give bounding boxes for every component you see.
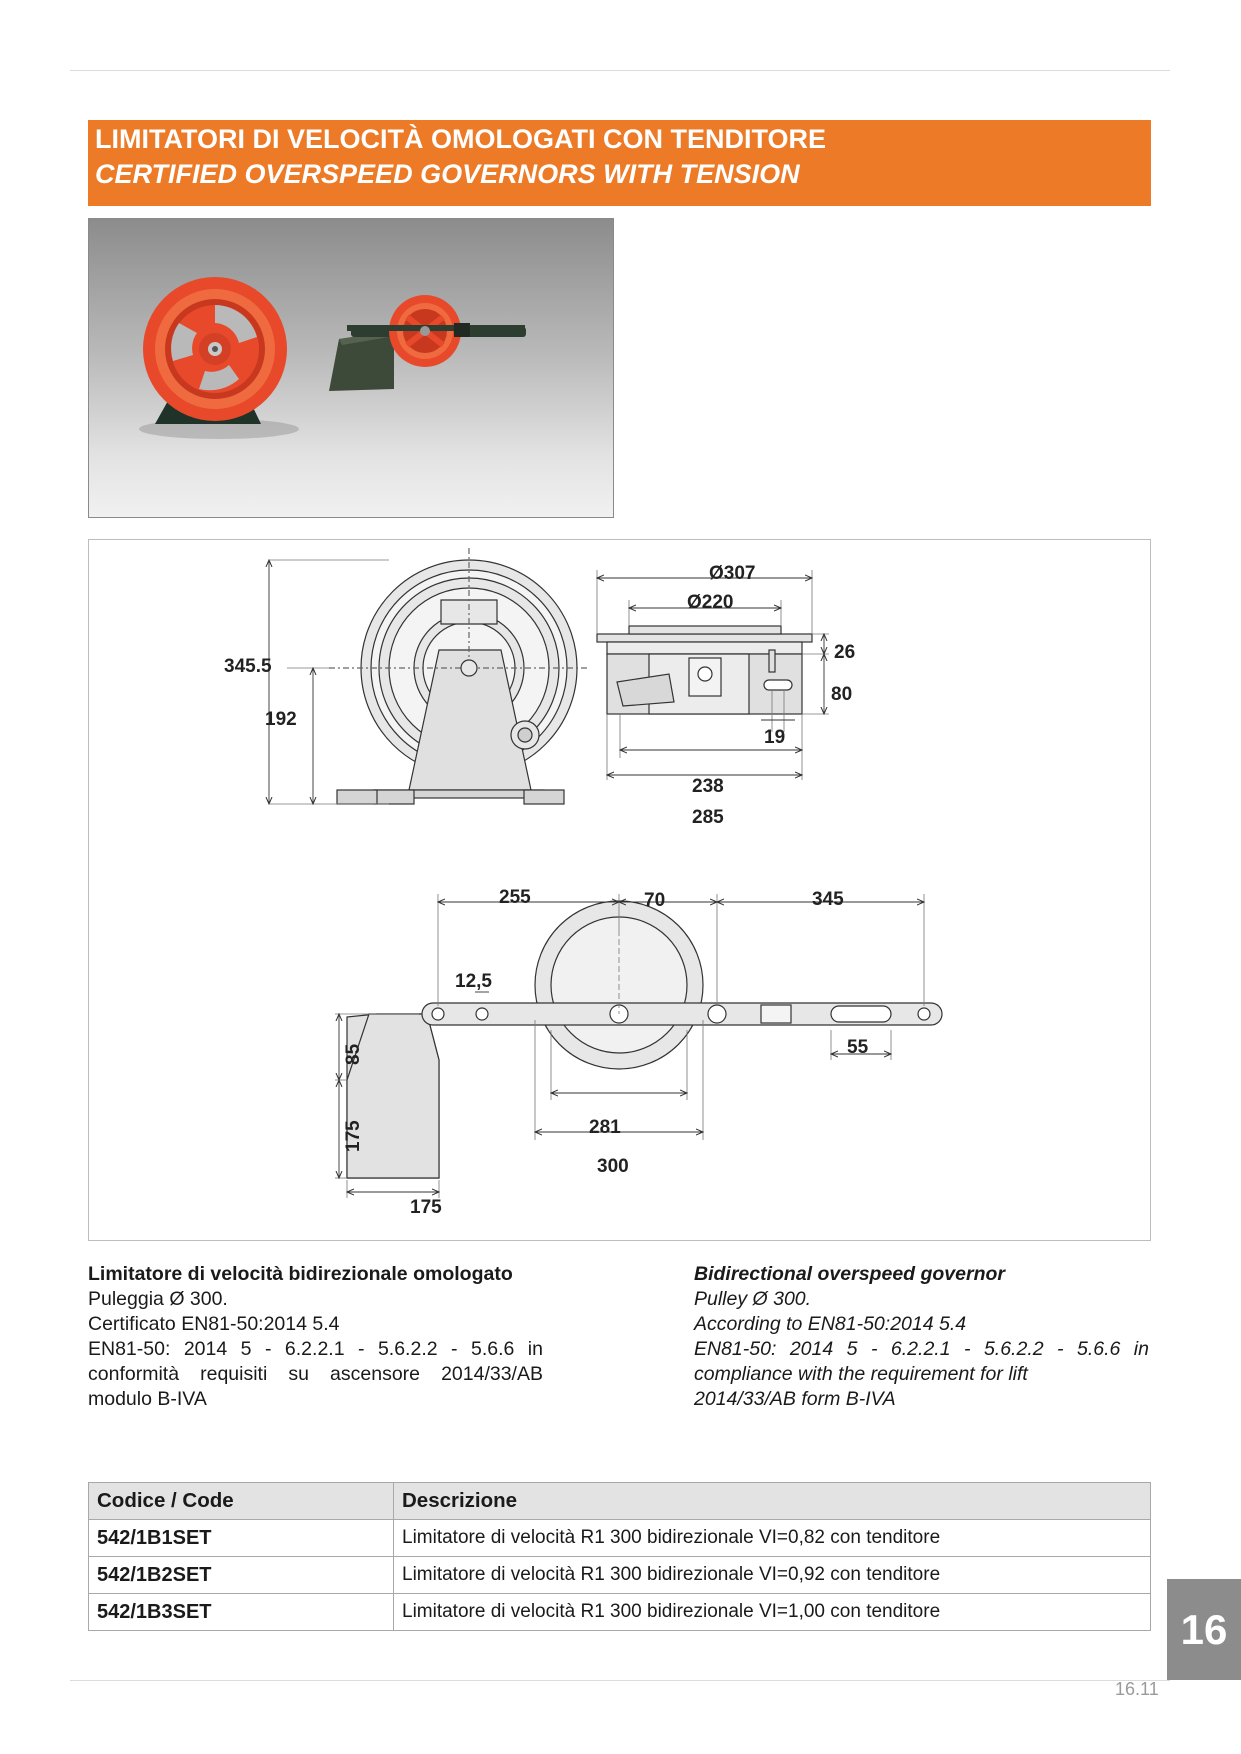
page-number: 16.11 (1115, 1679, 1159, 1699)
desc-it-line: Puleggia Ø 300. (88, 1288, 228, 1310)
desc-en-line: compliance with the requirement for lift (694, 1363, 1028, 1385)
dim-weight-top: 85 (343, 1043, 364, 1065)
product-photo (88, 218, 614, 518)
table-row (89, 1557, 1151, 1594)
dim-height: 345.5 (224, 656, 272, 677)
dim-slot-width: 19 (764, 727, 786, 748)
row-description: Limitatore di velocità R1 300 bidirezionale VI=0,92 con tenditore (394, 1557, 1151, 1594)
table-row (89, 1520, 1151, 1557)
dim-slot-length: 55 (847, 1037, 869, 1058)
product-codes-table (88, 1482, 1151, 1631)
table-header-row (89, 1483, 1151, 1520)
desc-en-line: According to EN81-50:2014 5.4 (694, 1313, 967, 1335)
description-italian (88, 1262, 543, 1412)
desc-it-line: Certificato EN81-50:2014 5.4 (88, 1313, 340, 1335)
title-english: CERTIFIED OVERSPEED GOVERNORS WITH TENSION (95, 159, 800, 189)
desc-en-line: EN81-50: 2014 5 - 6.2.2.1 - 5.6.2.2 - 5.6.6 in (694, 1338, 1149, 1360)
dim-inner-281: 281 (589, 1117, 621, 1138)
desc-en-line: 2014/33/AB form B-IVA (694, 1388, 896, 1410)
tensioner-image (329, 295, 526, 391)
governor-pulley-image (139, 277, 299, 439)
desc-it-title: Limitatore di velocità bidirezionale omologato (88, 1263, 513, 1285)
title-italian: LIMITATORI DI VELOCITÀ OMOLOGATI CON TENDITORE (95, 124, 826, 154)
dim-span-70: 70 (644, 890, 666, 911)
dim-span-345: 345 (812, 889, 844, 910)
row-description: Limitatore di velocità R1 300 bidirezionale VI=1,00 con tenditore (394, 1594, 1151, 1631)
dim-weight-height: 175 (343, 1120, 364, 1152)
dim-flange-height: 26 (834, 642, 856, 663)
technical-drawing (88, 539, 1151, 1241)
dim-total-width: 285 (692, 807, 724, 828)
dim-hole-gap: 12,5 (455, 971, 492, 992)
row-description: Limitatore di velocità R1 300 bidirezionale VI=0,82 con tenditore (394, 1520, 1151, 1557)
dim-base-width: 238 (692, 776, 724, 797)
dim-body-height: 80 (831, 684, 853, 705)
desc-en-line: Pulley Ø 300. (694, 1288, 812, 1310)
dim-outer-diameter: Ø307 (709, 563, 756, 584)
row-code: 542/1B3SET (89, 1594, 394, 1631)
description-english (694, 1262, 1149, 1412)
top-rule (70, 70, 1170, 71)
section-tab: 16 (1167, 1579, 1241, 1680)
desc-en-title: Bidirectional overspeed governor (694, 1263, 1006, 1285)
row-code: 542/1B2SET (89, 1557, 394, 1594)
dim-axis-height: 192 (265, 709, 297, 730)
bottom-rule (70, 1680, 1170, 1681)
desc-it-line: modulo B-IVA (88, 1388, 207, 1410)
title-banner (88, 120, 1151, 206)
front-view (269, 548, 589, 804)
desc-it-line: conformità requisiti su ascensore 2014/33/AB (88, 1363, 543, 1385)
header-code: Codice / Code (89, 1483, 394, 1520)
header-description: Descrizione (394, 1483, 1151, 1520)
dim-span-255: 255 (499, 887, 531, 908)
row-code: 542/1B1SET (89, 1520, 394, 1557)
desc-it-line: EN81-50: 2014 5 - 6.2.2.1 - 5.6.2.2 - 5.6.6 in (88, 1338, 543, 1360)
table-row (89, 1594, 1151, 1631)
dim-inner-diameter: Ø220 (687, 592, 734, 613)
dim-weight-width: 175 (410, 1197, 442, 1218)
dim-outer-300: 300 (597, 1156, 629, 1177)
